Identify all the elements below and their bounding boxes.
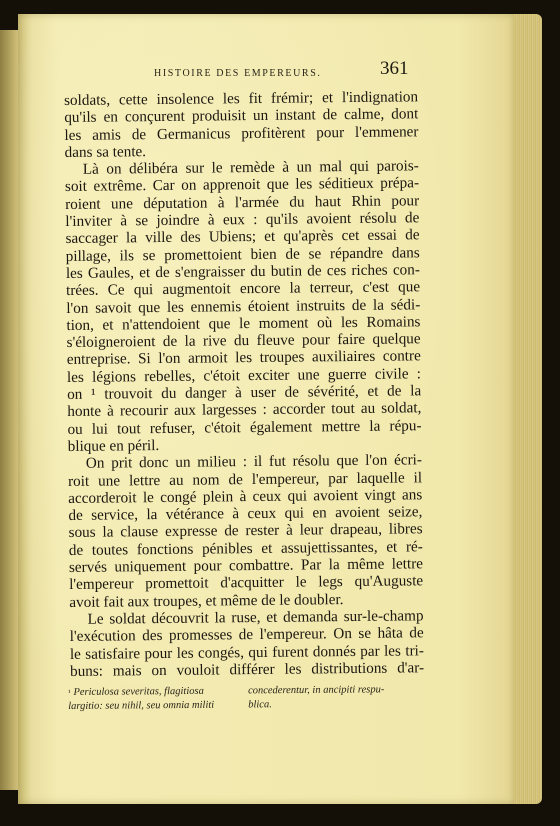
footnote (68, 683, 418, 714)
footnote-marker: ¹ (68, 687, 71, 697)
text-line: les amis de Germanicus profitèrent pour l'emmener (64, 122, 419, 144)
text-line: de toutes fonctions pénibles et assujettissantes, et ré- (68, 537, 423, 559)
footnote-column-left (68, 685, 228, 714)
text-line: entreprise. Si l'on armoit les troupes auxiliaires contre (66, 347, 421, 369)
text-line: l'inviter à se joindre à eux : qu'ils avoient résolu de (65, 209, 420, 231)
text-line: ou lui tout refuser, c'étoit également mettre la répu- (67, 416, 422, 438)
text-line: saccager la ville des Ubiens; et qu'après cet essai de (65, 226, 420, 248)
text-line: Là on délibéra sur le remède à un mal qui parois- (82, 157, 419, 178)
footnote-line: blica. (248, 699, 272, 711)
text-line: accorderoit le congé plein à ceux qui avoient vingt ans (68, 486, 423, 507)
text-line: roient une députation à l'armée du haut Rhin pour (65, 192, 420, 213)
text-line: pillage, ils se promettoient bien de se répandre dans (65, 243, 420, 265)
page-number: 361 (380, 58, 409, 79)
running-title: HISTOIRE DES EMPEREURS. (154, 68, 322, 79)
text-line: buns: mais on vouloit différer les distributions d'ar- (69, 659, 425, 680)
text-line: honte à recourir aux largesses : accorder tout au soldat, (67, 399, 422, 421)
text-line: tion, et n'attendoient que le moment où les Romains (66, 313, 421, 334)
text-line: sous la clause expresse de rester à leur drapeau, libres (68, 520, 423, 542)
text-line: avoit fait aux troupes, et même de le doubler. (69, 590, 344, 611)
text-line: l'exécution des promesses de l'empereur. On se hâta de (69, 624, 424, 646)
text-line: de service, la vétérance à ceux qui en avoient seize, (68, 503, 423, 525)
body-text (64, 88, 424, 680)
text-line: l'empereur promettoit d'acquitter le legs qu'Auguste (69, 572, 424, 594)
footnote-line: $^{^1}$ Periculosa severitas, flagitiosa (68, 685, 204, 698)
footnote-line: concederentur, in ancipiti respu- (248, 684, 385, 697)
text-line: s'éloigneroient de la rive du fleuve pour faire quelque (66, 330, 421, 352)
text-line: qu'ils en conçurent produisit un instant de calme, dont (64, 105, 419, 127)
text-line: servés uniquement pour combattre. Par la même lettre (68, 555, 424, 576)
text-line: on ¹ trouvoit du danger à user de sévérité, et de la (67, 382, 422, 404)
text-line: l'on savoit que les ennemis étoient instruits de la sédi- (66, 295, 421, 317)
footnote-column-right (248, 683, 418, 712)
text-line: roit une lettre au nom de l'empereur, par laquelle il (67, 468, 423, 490)
text-line: blique en péril. (67, 436, 160, 455)
text-line: On prit donc un milieu : il fut résolu que l'on écri- (85, 451, 422, 473)
text-line: les Gaules, et de s'engraisser du butin de ces riches con- (65, 261, 420, 282)
text-line: les légions rebelles, c'étoit exciter une guerre civile : (66, 365, 422, 386)
text-line: trées. Ce qui augmentoit encore la terreur, c'est que (65, 278, 421, 300)
text-line: soit extrême. Car on apprenoit que les séditieux prépa- (64, 174, 420, 196)
page-header (154, 58, 454, 86)
text-line: le satisfaire pour les congés, qui furent donnés par les tri- (69, 641, 424, 663)
text-line: dans sa tente. (64, 143, 147, 161)
footnote-line: largitio: seu nihil, seu omnia militi (68, 699, 215, 712)
text-line: Le soldat découvrit la ruse, et demanda sur-le-champ (87, 607, 424, 628)
text-line: soldats, cette insolence les fit frémir; et l'indignation (64, 88, 419, 109)
